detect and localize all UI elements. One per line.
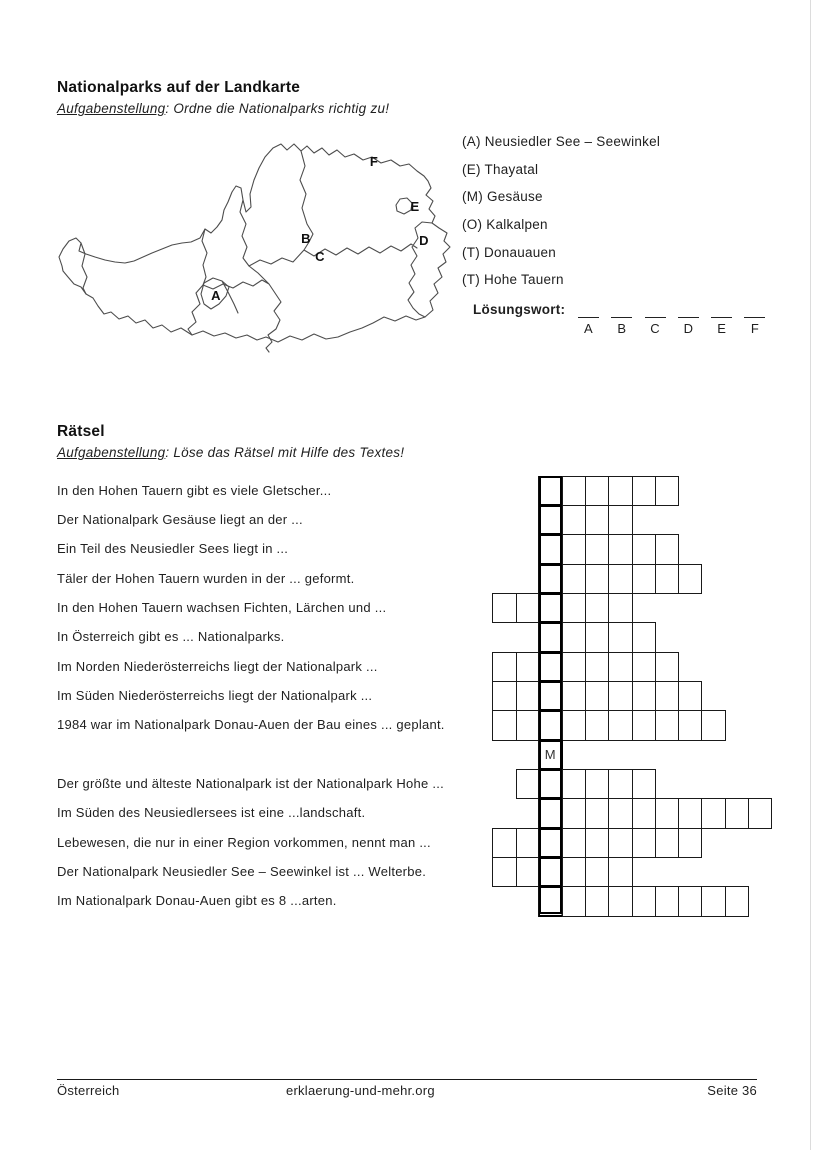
crossword-cell[interactable] <box>678 828 702 858</box>
section2-task-text: : Löse das Rätsel mit Hilfe des Textes! <box>165 445 405 460</box>
solution-blank[interactable] <box>611 309 632 318</box>
crossword-cell[interactable] <box>655 798 679 828</box>
clue-line: Der Nationalpark Neusiedler See – Seewinkel ist ... Welterbe. <box>57 864 427 880</box>
crossword-cell[interactable] <box>632 886 656 916</box>
crossword-cell[interactable] <box>585 476 609 506</box>
crossword-cell[interactable] <box>516 681 540 711</box>
solution-word-slots <box>578 309 765 336</box>
crossword-cell[interactable] <box>632 769 656 799</box>
crossword-cell[interactable] <box>608 886 632 916</box>
crossword-cell[interactable] <box>655 564 679 594</box>
solution-blank[interactable] <box>578 309 599 318</box>
crossword-cell[interactable] <box>632 476 656 506</box>
crossword-cell[interactable] <box>608 798 632 828</box>
clue-line: Lebewesen, die nur in einer Region vorkommen, nennt man ... <box>57 834 431 850</box>
crossword-row <box>539 740 563 770</box>
crossword-cell[interactable] <box>632 534 656 564</box>
solution-slot-letter: F <box>750 321 760 336</box>
crossword-cell[interactable] <box>608 710 632 740</box>
clue-line: 1984 war im Nationalpark Donau-Auen der Bau eines ... geplant. <box>57 717 445 733</box>
crossword-solution-cell[interactable] <box>539 857 563 887</box>
crossword-cell[interactable] <box>748 798 772 828</box>
crossword-cell[interactable] <box>562 798 586 828</box>
footer-rule <box>57 1079 757 1080</box>
crossword-cell[interactable] <box>632 652 656 682</box>
crossword-cell[interactable] <box>585 564 609 594</box>
crossword-solution-cell[interactable] <box>539 652 563 682</box>
crossword-cell[interactable] <box>655 886 679 916</box>
crossword-solution-cell[interactable] <box>539 710 563 740</box>
crossword-cell[interactable] <box>701 798 725 828</box>
crossword-cell[interactable] <box>562 564 586 594</box>
crossword-cell[interactable] <box>516 710 540 740</box>
crossword-cell[interactable] <box>608 593 632 623</box>
crossword-cell[interactable] <box>492 681 516 711</box>
crossword-solution-cell[interactable]: M <box>539 740 563 770</box>
solution-blank[interactable] <box>678 309 699 318</box>
crossword-cell[interactable] <box>492 593 516 623</box>
map-label-B: B <box>301 231 311 246</box>
footer-left: Österreich <box>57 1083 120 1098</box>
crossword-row <box>492 857 632 887</box>
crossword-cell[interactable] <box>492 828 516 858</box>
crossword-solution-column-guide <box>538 476 539 917</box>
crossword-cell[interactable] <box>562 622 586 652</box>
clue-line: Im Süden des Neusiedlersees ist eine ...landschaft. <box>57 805 366 821</box>
crossword-cell[interactable] <box>516 769 540 799</box>
crossword-cell[interactable] <box>562 857 586 887</box>
clue-line: Im Nationalpark Donau-Auen gibt es 8 ...arten. <box>57 893 337 909</box>
crossword-cell[interactable] <box>632 828 656 858</box>
crossword-cell[interactable] <box>585 534 609 564</box>
crossword-cell[interactable] <box>632 622 656 652</box>
solution-slot-letter: B <box>617 321 627 336</box>
crossword-cell[interactable] <box>492 857 516 887</box>
crossword-row <box>539 622 656 652</box>
crossword-row <box>539 564 702 594</box>
crossword-cell[interactable] <box>562 476 586 506</box>
crossword-cell[interactable] <box>632 681 656 711</box>
map-state-borders <box>81 151 432 352</box>
clue-line: In Österreich gibt es ... Nationalparks. <box>57 629 285 645</box>
clue-line: In den Hohen Tauern gibt es viele Gletscher... <box>57 482 332 498</box>
crossword-cell[interactable] <box>585 886 609 916</box>
solution-slot-letter: D <box>683 321 694 336</box>
crossword-solution-cell[interactable] <box>539 593 563 623</box>
crossword-cell[interactable] <box>655 476 679 506</box>
crossword-solution-cell[interactable] <box>539 505 563 535</box>
crossword-solution-cell[interactable] <box>539 476 563 506</box>
crossword-cell[interactable] <box>608 505 632 535</box>
footer-center: erklaerung-und-mehr.org <box>286 1083 435 1098</box>
crossword-solution-cell[interactable] <box>539 681 563 711</box>
crossword-cell[interactable] <box>608 652 632 682</box>
crossword-cell[interactable] <box>585 710 609 740</box>
crossword-solution-cell[interactable] <box>539 769 563 799</box>
crossword-cell[interactable] <box>655 828 679 858</box>
crossword-row <box>492 710 725 740</box>
crossword-cell[interactable] <box>562 710 586 740</box>
crossword-solution-cell[interactable] <box>539 886 563 916</box>
crossword-cell[interactable] <box>608 828 632 858</box>
park-item: (T) Hohe Tauern <box>462 272 564 288</box>
crossword-cell[interactable] <box>655 652 679 682</box>
solution-blank[interactable] <box>744 309 765 318</box>
crossword-cell[interactable] <box>585 622 609 652</box>
section1-task-text: : Ordne die Nationalparks richtig zu! <box>165 101 390 116</box>
crossword-cell[interactable] <box>585 681 609 711</box>
crossword-row <box>492 828 702 858</box>
section2-title: Rätsel <box>57 423 105 440</box>
crossword-cell[interactable] <box>585 857 609 887</box>
crossword-cell[interactable] <box>492 710 516 740</box>
crossword-cell[interactable] <box>562 652 586 682</box>
crossword-cell[interactable] <box>562 534 586 564</box>
park-list <box>462 128 660 294</box>
clue-line: In den Hohen Tauern wachsen Fichten, Lärchen und ... <box>57 600 387 616</box>
park-item: (E) Thayatal <box>462 161 539 177</box>
crossword-cell[interactable] <box>678 681 702 711</box>
crossword-cell[interactable] <box>655 681 679 711</box>
crossword-row <box>539 798 772 828</box>
solution-slot <box>645 309 666 336</box>
map-label-E: E <box>410 199 420 214</box>
solution-slot <box>744 309 765 336</box>
solution-slot <box>611 309 632 336</box>
crossword-cell[interactable] <box>585 593 609 623</box>
clue-line: Im Süden Niederösterreichs liegt der Nationalpark ... <box>57 688 373 704</box>
crossword-cell[interactable] <box>585 828 609 858</box>
park-item: (M) Gesäuse <box>462 189 543 205</box>
solution-slot <box>711 309 732 336</box>
crossword-solution-cell[interactable] <box>539 534 563 564</box>
solution-slot-letter: E <box>717 321 727 336</box>
clue-line: Der Nationalpark Gesäuse liegt an der ... <box>57 512 303 528</box>
crossword-cell[interactable] <box>585 798 609 828</box>
crossword-cell[interactable] <box>678 564 702 594</box>
crossword-cell[interactable] <box>562 505 586 535</box>
crossword-cell[interactable] <box>608 564 632 594</box>
solution-slot <box>578 309 599 336</box>
crossword-cell[interactable] <box>678 710 702 740</box>
crossword-cell[interactable] <box>725 798 749 828</box>
crossword-cell[interactable] <box>492 652 516 682</box>
section2-task-label: Aufgabenstellung <box>57 445 166 460</box>
park-item: (A) Neusiedler See – Seewinkel <box>462 134 661 149</box>
crossword-cell[interactable] <box>585 505 609 535</box>
crossword-cell[interactable] <box>678 798 702 828</box>
crossword-cell[interactable] <box>516 828 540 858</box>
crossword-cell[interactable] <box>608 534 632 564</box>
crossword-cell[interactable] <box>632 710 656 740</box>
map-label-D: D <box>419 233 429 248</box>
crossword-cell[interactable] <box>562 593 586 623</box>
crossword-solution-cell[interactable] <box>539 564 563 594</box>
crossword-row <box>492 681 702 711</box>
crossword-cell[interactable] <box>632 564 656 594</box>
crossword-row <box>539 505 633 535</box>
crossword-row <box>539 476 679 506</box>
crossword-cell[interactable] <box>516 593 540 623</box>
crossword-row <box>539 534 679 564</box>
map-label-A: A <box>211 288 221 303</box>
crossword-cell[interactable] <box>562 769 586 799</box>
crossword-cell[interactable] <box>516 652 540 682</box>
solution-slot <box>678 309 699 336</box>
solution-blank[interactable] <box>645 309 666 318</box>
park-item: (T) Donauauen <box>462 244 557 260</box>
crossword-cell[interactable] <box>701 886 725 916</box>
section1-task-label: Aufgabenstellung <box>57 101 166 116</box>
crossword-row <box>492 652 679 682</box>
crossword-cell[interactable] <box>632 798 656 828</box>
clue-line: Ein Teil des Neusiedler Sees liegt in ... <box>57 541 289 557</box>
solution-slot-letter: A <box>584 321 593 336</box>
crossword-row <box>539 886 749 916</box>
crossword-row <box>492 593 632 623</box>
crossword-cell[interactable] <box>516 857 540 887</box>
clue-line: Der größte und älteste Nationalpark ist der Nationalpark Hohe ... <box>57 776 444 792</box>
crossword-cell[interactable] <box>585 769 609 799</box>
crossword-solution-cell[interactable] <box>539 798 563 828</box>
clue-line: Täler der Hohen Tauern wurden in der ... geformt. <box>57 570 355 586</box>
solution-slot-letter: C <box>650 321 660 336</box>
crossword-solution-cell[interactable] <box>539 828 563 858</box>
map-label-layer <box>211 154 429 303</box>
crossword-cell[interactable] <box>678 886 702 916</box>
crossword-cell[interactable] <box>608 476 632 506</box>
footer-right: Seite 36 <box>707 1083 757 1098</box>
crossword-solution-cell[interactable] <box>539 622 563 652</box>
crossword-cell[interactable] <box>562 886 586 916</box>
crossword-cell[interactable] <box>585 652 609 682</box>
section2-task-instruction <box>57 445 404 460</box>
crossword-cell[interactable] <box>608 622 632 652</box>
clue-line: Im Norden Niederösterreichs liegt der Nationalpark ... <box>57 658 378 674</box>
crossword-cell[interactable] <box>562 681 586 711</box>
crossword-cell[interactable] <box>608 857 632 887</box>
crossword-cell[interactable] <box>655 710 679 740</box>
solution-blank[interactable] <box>711 309 732 318</box>
crossword-cell[interactable] <box>608 681 632 711</box>
map-label-F: F <box>369 154 379 169</box>
park-item: (O) Kalkalpen <box>462 217 548 233</box>
section1-title: Nationalparks auf der Landkarte <box>57 79 301 96</box>
solution-word-label: Lösungswort: <box>473 302 566 317</box>
crossword-cell[interactable] <box>608 769 632 799</box>
crossword-cell[interactable] <box>701 710 725 740</box>
crossword-cell[interactable] <box>562 828 586 858</box>
austria-map <box>55 130 455 355</box>
section1-task-instruction <box>57 101 389 116</box>
crossword-cell[interactable] <box>725 886 749 916</box>
map-label-C: C <box>315 249 325 264</box>
page-edge-line <box>810 0 811 1150</box>
crossword-cell[interactable] <box>655 534 679 564</box>
map-outline <box>59 144 450 342</box>
